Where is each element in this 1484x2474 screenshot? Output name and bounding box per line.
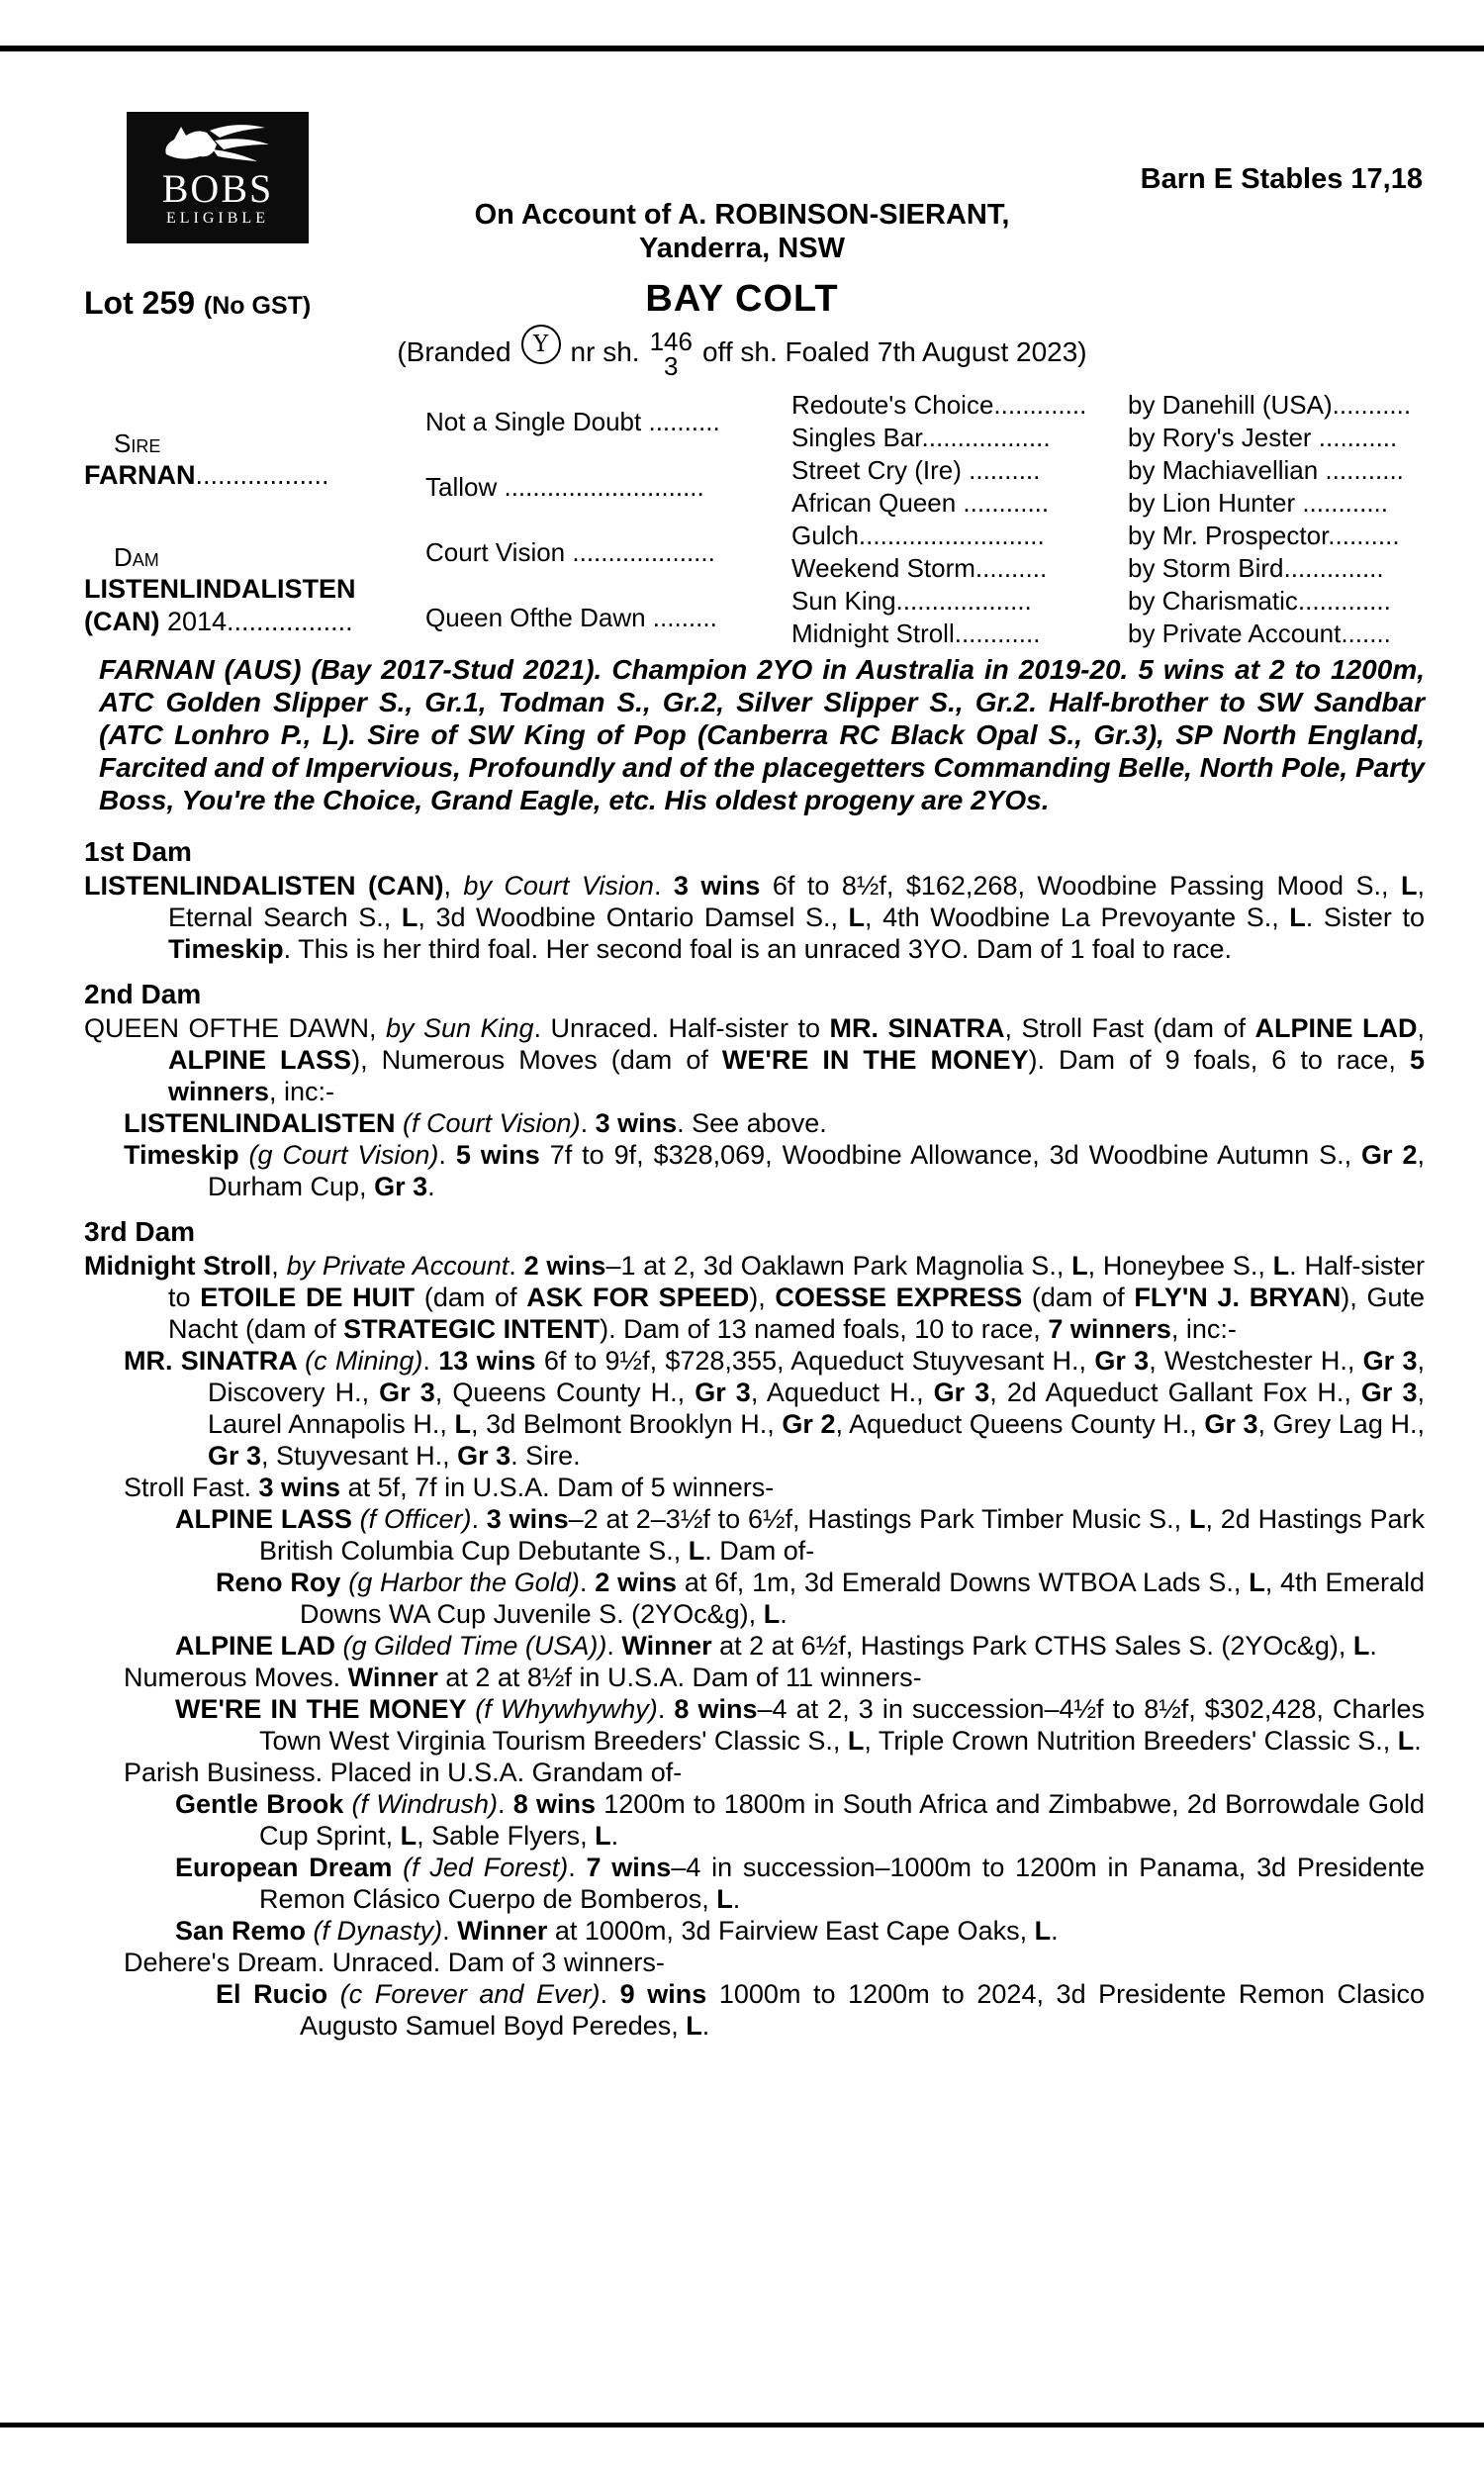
gen3-name: African Queen ............ [791,488,1050,518]
gen2-entry: Queen Ofthe Dawn ......... [425,602,717,632]
gen3-name: Redoute's Choice............. [791,390,1087,420]
pedigree-entry: European Dream (f Jed Forest). 7 wins–4 in succession–1000m to 1200m in Panama, 3d Presidente Remon Clásico Cuerpo de Bomberos, L. [175,1853,1425,1914]
pedigree-entry: LISTENLINDALISTEN (f Court Vision). 3 wins. See above. [124,1108,827,1138]
brand-mark-icon: Y [521,325,561,364]
pedigree-entry: Stroll Fast. 3 wins at 5f, 7f in U.S.A. Dam of 5 winners- [124,1473,775,1502]
gen3-sire: by Storm Bird.............. [1128,553,1384,583]
pedigree-entry: ALPINE LASS (f Officer). 3 wins–2 at 2–3½f to 6½f, Hastings Park Timber Music S., L, 2d Hastings Park British Columbia Cup Debutante S., L. Dam of- [175,1504,1425,1566]
brand-suffix: off sh. Foaled 7th August 2023) [701,336,1087,367]
gen3-name: Sun King................... [791,586,1032,616]
gen3-name: Street Cry (Ire) .......... [791,455,1041,485]
section-heading: 2nd Dam [84,979,202,1009]
lot-label: Lot 259 [84,285,196,321]
gen3-name: Midnight Stroll............ [791,618,1041,648]
dam-sections [84,836,1425,2042]
dam-name: LISTENLINDALISTEN [84,574,356,604]
pedigree-entry: Gentle Brook (f Windrush). 8 wins 1200m to 1800m in South Africa and Zimbabwe, 2d Borrowdale Gold Cup Sprint, L, Sable Flyers, L. [175,1789,1425,1851]
pedigree-entry: QUEEN OFTHE DAWN, by Sun King. Unraced. Half-sister to MR. SINATRA, Stroll Fast (dam of ALPINE LAD, ALPINE LASS), Numerous Moves (dam of WE'RE IN THE MONEY). Dam of 9 foals, 6 to race, 5 winners, inc:- [84,1013,1426,1106]
brand-number [649,327,693,381]
gen3-sire: by Danehill (USA)........... [1128,390,1412,420]
brand-number-top: 146 [649,327,693,356]
gen3-name: Weekend Storm.......... [791,553,1048,583]
pedigree-entry: Parish Business. Placed in U.S.A. Grandam of- [124,1758,683,1787]
sire-blurb: FARNAN (AUS) (Bay 2017-Stud 2021). Champion 2YO in Australia in 2019-20. 5 wins at 2 to 1200m, ATC Golden Slipper S., Gr.1, Todman S., Gr.2, Silver Slipper S., Gr.2. Half-brother to SW Sandbar (ATC Lonhro P., L). Sire of SW King of Pop (Canberra RC Black Opal S., Gr.3), SP North England, Farcited and of Impervious, Profoundly and of the placegetters Commanding Belle, North Pole, Party Boss, You're the Choice, Grand Eagle, etc. His oldest progeny are 2YOs. [99,654,1425,815]
pedigree-entry: LISTENLINDALISTEN (CAN), by Court Vision. 3 wins 6f to 8½f, $162,268, Woodbine Passing Mood S., L, Eternal Search S., L, 3d Woodbine Ontario Damsel S., L, 4th Woodbine La Prevoyante S., L. Sister to Timeskip. This is her third foal. Her second foal is an unraced 3YO. Dam of 1 foal to race. [84,871,1425,964]
catalogue-body [84,653,1425,2042]
pedigree-entry: Midnight Stroll, by Private Account. 2 wins–1 at 2, 3d Oaklawn Park Magnolia S., L, Honeybee S., L. Half-sister to ETOILE DE HUIT (dam of ASK FOR SPEED), COESSE EXPRESS (dam of FLY'N J. BRYAN), Gute Nacht (dam of STRATEGIC INTENT). Dam of 13 named foals, 10 to race, 7 winners, inc:- [84,1251,1425,1344]
gen2-entry: Not a Single Doubt .......... [425,406,720,436]
section-heading: 3rd Dam [84,1216,196,1247]
sire-name: FARNAN.................. [84,459,329,490]
brand-prefix: (Branded [397,336,511,367]
top-rule [0,46,1484,51]
logo-text-eligible: ELIGIBLE [166,210,269,227]
brand-nearside: nr sh. [570,336,640,367]
gen3-sire: by Charismatic............. [1128,586,1391,616]
horse-head-icon [160,119,275,168]
pedigree-table [84,389,1425,650]
gen3-sire: by Lion Hunter ............ [1128,488,1389,518]
section-heading: 1st Dam [84,836,192,867]
gen3-sire: by Private Account....... [1128,618,1391,648]
gen2-entry: Tallow ............................ [425,471,704,502]
gen3-sire: by Rory's Jester ........... [1128,423,1398,452]
sire-label: Sire [114,428,161,458]
dam-suffix: (CAN) 2014................. [84,607,353,636]
pedigree-entry: MR. SINATRA (c Mining). 13 wins 6f to 9½f, $728,355, Aqueduct Stuyvesant H., Gr 3, Westchester H., Gr 3, Discovery H., Gr 3, Queens County H., Gr 3, Aqueduct H., Gr 3, 2d Aqueduct Gallant Fox H., Gr 3, Laurel Annapolis H., L, 3d Belmont Brooklyn H., Gr 2, Aqueduct Queens County H., Gr 3, Grey Lag H., Gr 3, Stuyvesant H., Gr 3. Sire. [124,1346,1426,1471]
logo-text-bobs: BOBS [161,166,274,211]
vendor-locality: Yanderra, NSW [639,233,845,264]
pedigree-entry: WE'RE IN THE MONEY (f Whywhywhy). 8 wins–4 at 2, 3 in succession–4½f to 8½f, $302,428, Charles Town West Virginia Tourism Breeders' Classic S., L, Triple Crown Nutrition Breeders' Classic S., L. [175,1694,1426,1756]
bottom-rule [0,2423,1484,2427]
pedigree-entry: San Remo (f Dynasty). Winner at 1000m, 3d Fairview East Cape Oaks, L. [175,1916,1059,1946]
pedigree-entry: El Rucio (c Forever and Ever). 9 wins 1000m to 1200m to 2024, 3d Presidente Remon Clasico Augusto Samuel Boyd Peredes, L. [216,1979,1426,2041]
pedigree-entry: Numerous Moves. Winner at 2 at 8½f in U.S.A. Dam of 11 winners- [124,1663,922,1692]
sire-block [84,389,425,520]
pedigree-entry: Reno Roy (g Harbor the Gold). 2 wins at 6f, 1m, 3d Emerald Downs WTBOA Lads S., L, 4th Emerald Downs WA Cup Juvenile S. (2YOc&g), L. [216,1568,1425,1629]
vendor-account: On Account of A. ROBINSON-SIERANT, [474,199,1010,231]
pedigree-entry: Dehere's Dream. Unraced. Dam of 3 winners- [124,1948,665,1977]
gen3-sire: by Mr. Prospector.......... [1128,521,1400,550]
gen3-name: Gulch.......................... [791,521,1045,550]
dam-block [84,520,425,650]
brand-number-bottom: 3 [664,351,679,381]
barn-info: Barn E Stables 17,18 [1140,163,1423,195]
gst-note: (No GST) [203,292,312,320]
pedigree-entry: ALPINE LAD (g Gilded Time (USA)). Winner at 2 at 6½f, Hastings Park CTHS Sales S. (2YOc&g), L. [175,1631,1377,1661]
brand-line [0,327,1484,381]
page-title: BAY COLT [645,278,839,320]
gen2-entry: Court Vision .................... [425,536,715,567]
gen3-sire: by Machiavellian ........... [1128,455,1404,485]
dam-label: Dam [114,542,159,572]
gen3-name: Singles Bar.................. [791,423,1051,452]
pedigree-entry: Timeskip (g Court Vision). 5 wins 7f to 9f, $328,069, Woodbine Allowance, 3d Woodbine Autumn S., Gr 2, Durham Cup, Gr 3. [124,1140,1425,1201]
